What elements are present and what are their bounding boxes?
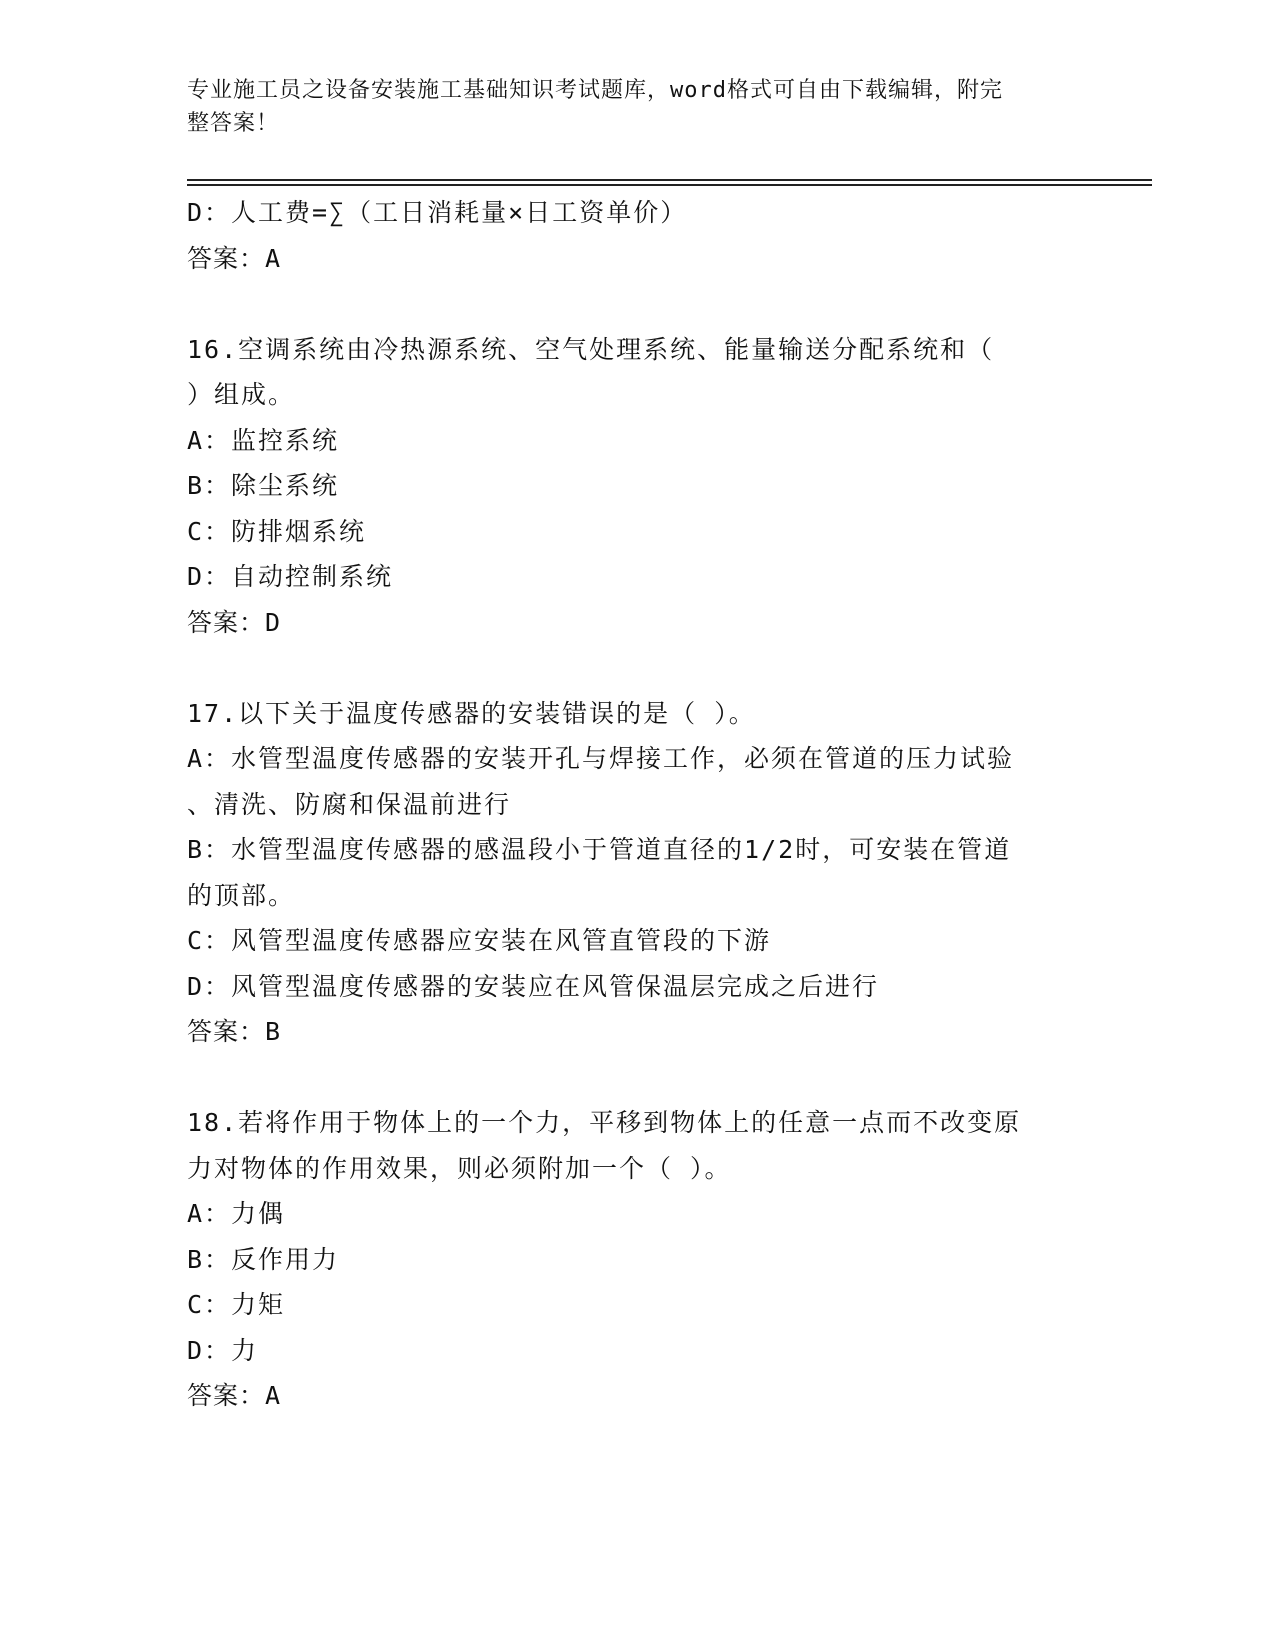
answer-line: 答案：D [187, 607, 282, 637]
option-b: B：反作用力 [187, 1244, 340, 1274]
question-16 [187, 327, 1087, 646]
option-a: A：水管型温度传感器的安装开孔与焊接工作，必须在管道的压力试验 [187, 744, 1015, 773]
question-stem-line: ）组成。 [187, 380, 296, 409]
header-rule-top [187, 179, 1152, 181]
option-b: B：水管型温度传感器的感温段小于管道直径的1/2时，可安装在管道 [187, 835, 1012, 864]
option-b-continued: 的顶部。 [187, 880, 296, 910]
header-rule-bottom [187, 184, 1152, 186]
option-c: C：防排烟系统 [187, 516, 367, 546]
spacer [187, 645, 1087, 691]
header-line-1: 专业施工员之设备安装施工基础知识考试题库，word格式可自由下载编辑，附完 [187, 78, 1003, 103]
prev-option-d: D：人工费=∑（工日消耗量×日工资单价） [187, 198, 688, 227]
option-b: B：除尘系统 [187, 471, 340, 500]
question-stem-line: 16.空调系统由冷热源系统、空气处理系统、能量输送分配系统和（ [187, 334, 995, 364]
option-a: A：监控系统 [187, 425, 340, 455]
option-a: A：力偶 [187, 1199, 286, 1228]
question-stem-line: 18.若将作用于物体上的一个力，平移到物体上的任意一点而不改变原 [187, 1108, 1022, 1137]
question-17 [187, 691, 1087, 1055]
option-a-continued: 、清洗、防腐和保温前进行 [187, 789, 512, 819]
answer-line: 答案：A [187, 1381, 282, 1410]
option-c: C：风管型温度传感器应安装在风管直管段的下游 [187, 926, 772, 955]
option-d: D：自动控制系统 [187, 562, 394, 591]
prev-answer: 答案：A [187, 243, 282, 273]
question-18 [187, 1100, 1087, 1419]
spacer [187, 1055, 1087, 1101]
header-line-2: 整答案！ [187, 111, 280, 136]
question-content [187, 190, 1087, 1419]
answer-line: 答案：B [187, 1017, 282, 1046]
question-stem-line: 17.以下关于温度传感器的安装错误的是（ ）。 [187, 698, 756, 728]
spacer [187, 281, 1087, 327]
question-stem-line: 力对物体的作用效果，则必须附加一个（ ）。 [187, 1153, 732, 1183]
option-d: D：力 [187, 1335, 259, 1365]
option-d: D：风管型温度传感器的安装应在风管保温层完成之后进行 [187, 971, 880, 1001]
option-c: C：力矩 [187, 1290, 286, 1319]
document-header [187, 74, 1087, 140]
